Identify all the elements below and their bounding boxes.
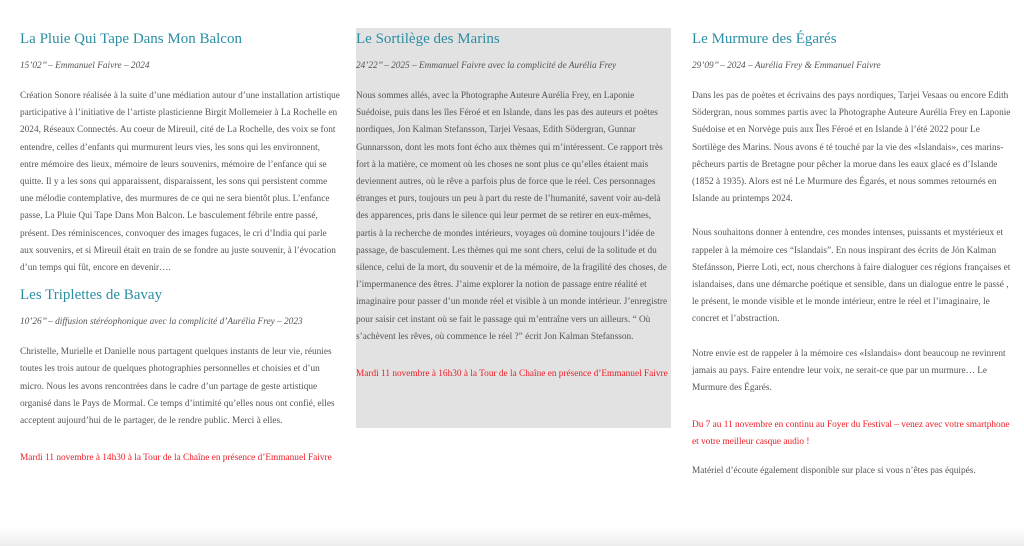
event-info: Du 7 au 11 novembre en continu au Foyer du Festival – venez avec votre smartphone et votre meilleur casque audio ! xyxy=(692,420,1010,448)
event-info: Mardi 11 novembre à 14h30 à la Tour de la Chaîne en présence d’Emmanuel Faivre xyxy=(20,453,332,464)
work-les-triplettes xyxy=(20,284,340,467)
work-description: Notre envie est de rappeler à la mémoire ces «Islandais» dont beaucoup ne revinrent jamais au pays. Faire entendre leur voix, ne serait-ce que par un murmure… Le Murmure des Égarés. xyxy=(692,348,1006,394)
work-description: Nous sommes allés, avec la Photographe Auteure Aurélia Frey, en Laponie Suédoise, puis dans les îles Féroé et en Islande, dans les pas des auteurs et poètes nordiques, Jon Kalman Stefansson, Tarjei Vesaas, Edith Södergran, Gunnar Gunnarsson, dont les mots font écho aux thèmes qui m’intéressent. Ce rapport très fort à la matière, ce moment où les choses ne sont plus ce qu’elles étaient mais deviennent autres, où le rêve a parfois plus de force que le réel. Ces personnages étranges et purs, toujours un peu à part du reste de l’humanité, savent voir au-delà des apparences, pris dans le silence qui leur permet de se retirer en eux-mêmes, partis à la recherche de mondes intérieurs, voyages où domine toujours l’idée de passage, de basculement. Les thèmes qui me sont chers, celui de la solitude et du silence, celui de la mort, du souvenir et de la mémoire, de la fragilité des choses, de l’impermanence des êtres. J’aime explorer la notion de passage entre réalité et imaginaire pour passer d’un monde réel et visible à un monde intérieur. J’enregistre pour saisir cet instant où se fait le passage qui m’entraîne vers un ailleurs. “ Où s’achèvent les rêves, où commence le réel ?” écrit Jon Kalman Stefansson. xyxy=(356,91,668,342)
footnote: Matériel d’écoute également disponible sur place si vous n’êtes pas équipés. xyxy=(692,465,976,476)
work-title: Le Sortilège des Marins xyxy=(356,31,500,47)
work-la-pluie xyxy=(20,28,340,277)
work-meta: 10’26’’ – diffusion stéréophonique avec la complicité d’Aurélia Frey – 2023 xyxy=(20,317,303,328)
work-description: Nous souhaitons donner à entendre, ces mondes intenses, puissants et mystérieux et rappeler à la mémoire ces “Islandais”. En nous inspirant des écrits de Jón Kalman Stefánsson, Pierre Loti, ect, nous cherchons à faire dialoguer ces régions françaises et islandaises, dans une démarche poétique et sensible, dans un dialogue entre le passé , le présent, le monde visible et le monde intérieur, entre le réel et l’imaginaire, le concret et l’abstraction. xyxy=(692,228,1011,325)
work-description: Création Sonore réalisée à la suite d’une médiation autour d’une installation artistique participative à l’initiative de l’artiste plasticienne Birgit Mollemeier à La Rochelle en 2024, Réseaux Connectés. Au coeur de Mireuil, cité de La Rochelle, des voix se font entendre, celles d’enfants qui murmurent leurs vies, les sons qui les environnent, entre mémoire des lieux, mémoire de leurs souvenirs, mémoire de l’enfance qui se quitte. Il y a les sons qui apparaissent, disparaissent, les sons qui persistent comme une mélodie contemplative, des murmures de ce qui ne sera bientôt plus. L’enfance passe, La Pluie Qui Tape Dans Mon Balcon. Le basculement fébrile entre passé, présent. Des réminiscences, convoquer des images fugaces, le cri d’India qui parle aux souvenirs, et si Mireuil était en train de se fondre au juste souvenir, à l’évocation d’un temps qui fût, encore en devenir…. xyxy=(20,91,340,274)
work-meta: 24’22’’ – 2025 – Emmanuel Faivre avec la complicité de Aurélia Frey xyxy=(356,61,617,71)
work-meta: 15’02’’ – Emmanuel Faivre – 2024 xyxy=(20,61,150,71)
event-info: Mardi 11 novembre à 16h30 à la Tour de la Chaîne en présence d’Emmanuel Faivre xyxy=(356,369,668,380)
column-1 xyxy=(20,28,340,467)
work-le-sortilege xyxy=(356,28,671,383)
column-3 xyxy=(692,28,1012,480)
column-2 xyxy=(356,28,671,383)
work-le-murmure xyxy=(692,28,1012,480)
work-title: Les Triplettes de Bavay xyxy=(20,287,163,304)
work-meta: 29’09’’ – 2024 – Aurélia Frey & Emmanuel Faivre xyxy=(692,61,881,71)
work-title: Le Murmure des Égarés xyxy=(692,31,837,47)
bottom-fade xyxy=(0,528,1024,546)
work-title: La Pluie Qui Tape Dans Mon Balcon xyxy=(20,31,242,47)
work-description: Christelle, Murielle et Danielle nous partagent quelques instants de leur vie, réunies toutes les trois autour de quelques photographies personnelles et choisies et d’un micro. Nous les avons rencontrées dans le cadre d’un partage de geste artistique organisé dans le Pays de Mormal. Ce temps d’intimité qu’elles nous ont confié, elles acceptent aujourd’hui de le partager, de le rendre public. Merci à elles. xyxy=(20,347,335,427)
work-description: Dans les pas de poètes et écrivains des pays nordiques, Tarjei Vesaas ou encore Edith Södergran, nous sommes partis avec la Photographe Auteure Aurélia Frey en Laponie Suédoise et en Norvège puis aux Îles Féroé et en Islande à l’été 2022 pour Le Sortilège des Marins. Nous avons é té touché par la vie des «Islandais», ces marins-pêcheurs partis de Bretagne pour pêcher la morue dans les eaux glacé es d’Islande (1852 à 1935). Alors est né Le Murmure des Égarés, et nous sommes retournés en Islande au printemps 2024. xyxy=(692,91,1011,205)
